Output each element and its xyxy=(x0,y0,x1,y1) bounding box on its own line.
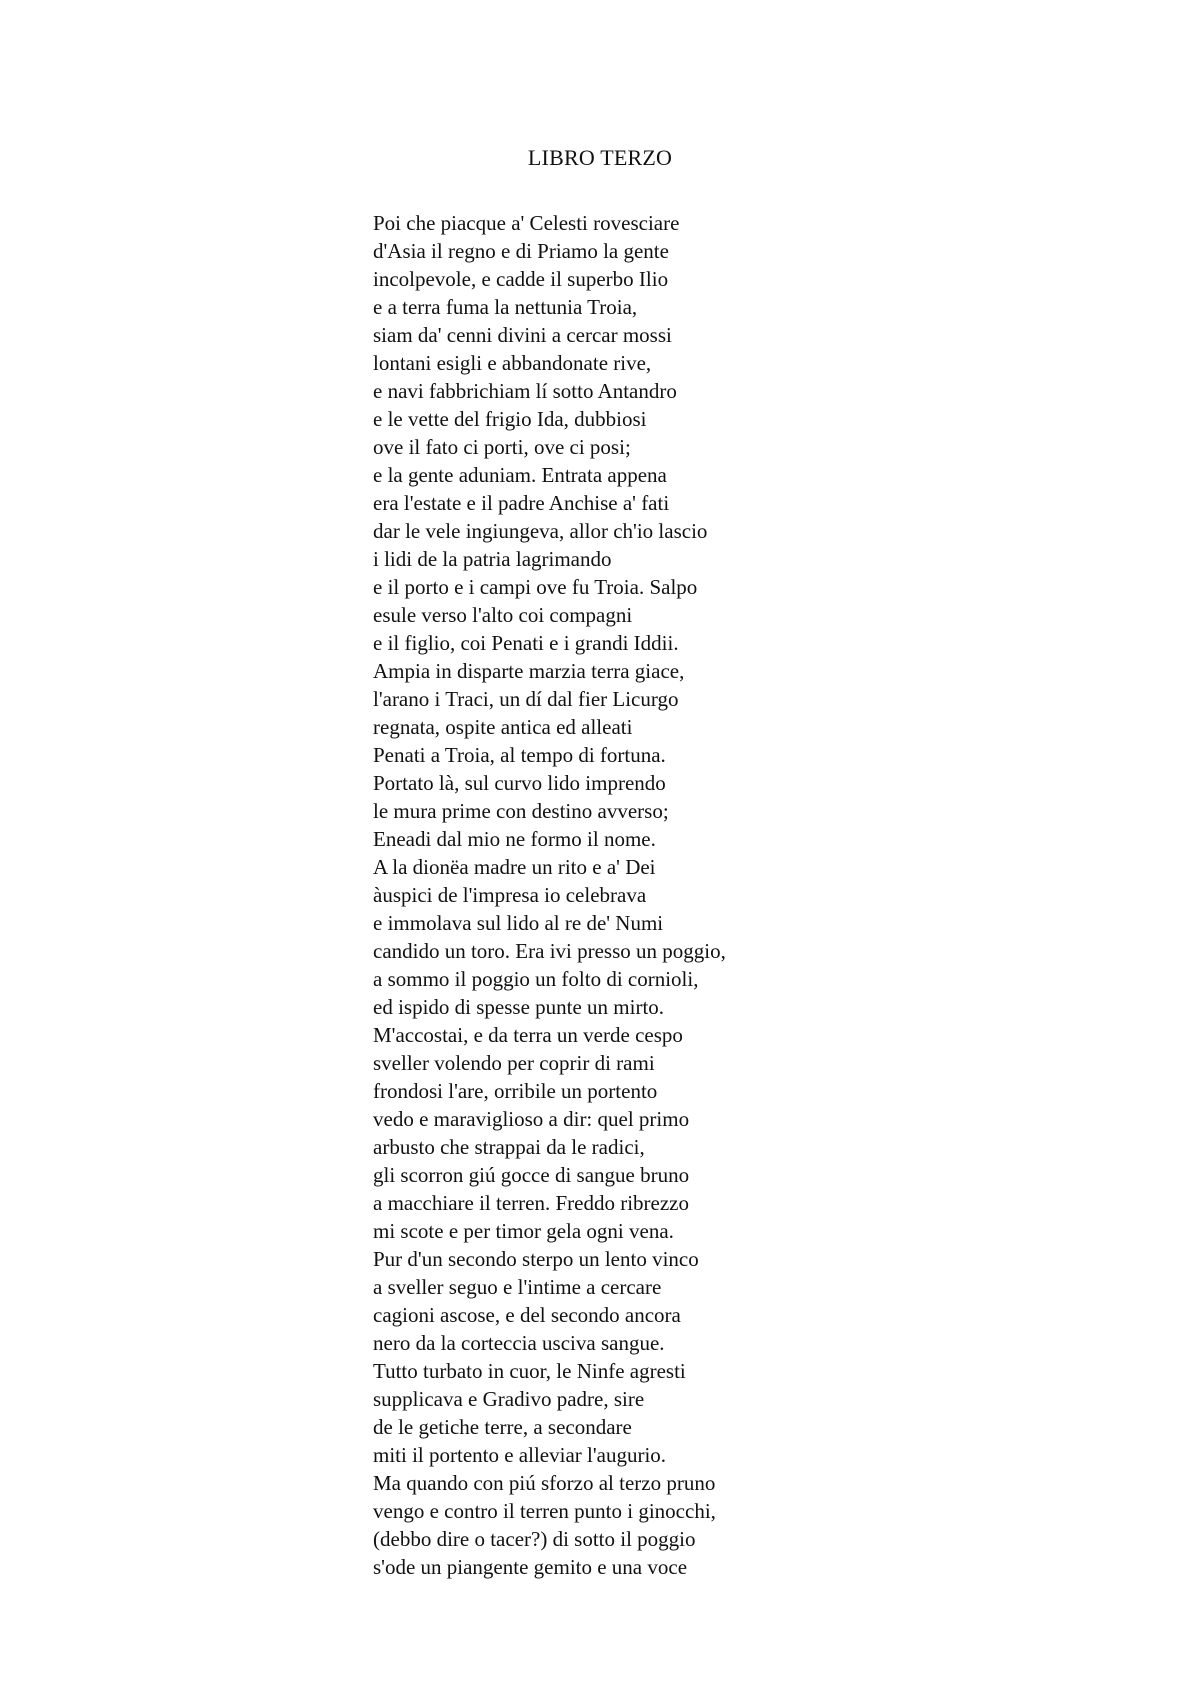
verse-line: de le getiche terre, a secondare xyxy=(373,1415,632,1439)
verse-line: Ampia in disparte marzia terra giace, xyxy=(373,659,685,683)
verse-line: d'Asia il regno e di Priamo la gente xyxy=(373,239,669,263)
verse-line: mi scote e per timor gela ogni vena. xyxy=(373,1219,674,1243)
verse-line: sveller volendo per coprir di rami xyxy=(373,1051,655,1075)
verse-line: supplicava e Gradivo padre, sire xyxy=(373,1387,645,1411)
verse-line: Eneadi dal mio ne formo il nome. xyxy=(373,827,656,851)
page-title: LIBRO TERZO xyxy=(527,145,673,170)
verse-line: a sveller seguo e l'intime a cercare xyxy=(373,1275,662,1299)
verse-line: e le vette del frigio Ida, dubbiosi xyxy=(373,407,647,431)
verse-line: esule verso l'alto coi compagni xyxy=(373,603,633,627)
verse-line: regnata, ospite antica ed alleati xyxy=(373,715,633,739)
verse-line: e immolava sul lido al re de' Numi xyxy=(373,911,664,935)
verse-line: dar le vele ingiungeva, allor ch'io lascio xyxy=(373,519,708,543)
verse-line: le mura prime con destino avverso; xyxy=(373,799,669,823)
verse-line: Tutto turbato in cuor, le Ninfe agresti xyxy=(373,1359,686,1383)
verse-line: Ma quando con piú sforzo al terzo pruno xyxy=(373,1471,716,1495)
verse-line: (debbo dire o tacer?) di sotto il poggio xyxy=(373,1527,696,1551)
verse-line: siam da' cenni divini a cercar mossi xyxy=(373,323,672,347)
verse-line: a sommo il poggio un folto di cornioli, xyxy=(373,967,699,991)
poem-text xyxy=(373,209,726,1581)
verse-line: ove il fato ci porti, ove ci posi; xyxy=(373,435,631,459)
verse-line: gli scorron giú gocce di sangue bruno xyxy=(373,1163,690,1187)
verse-line: e a terra fuma la nettunia Troia, xyxy=(373,295,638,319)
verse-line: e il porto e i campi ove fu Troia. Salpo xyxy=(373,575,698,599)
verse-line: s'ode un piangente gemito e una voce xyxy=(373,1555,688,1579)
verse-line: arbusto che strappai da le radici, xyxy=(373,1135,645,1159)
verse-line: Portato là, sul curvo lido imprendo xyxy=(373,771,666,795)
verse-line: era l'estate e il padre Anchise a' fati xyxy=(373,491,670,515)
verse-line: M'accostai, e da terra un verde cespo xyxy=(373,1023,683,1047)
verse-line: Penati a Troia, al tempo di fortuna. xyxy=(373,743,666,767)
verse-line: frondosi l'are, orribile un portento xyxy=(373,1079,658,1103)
verse-line: nero da la corteccia usciva sangue. xyxy=(373,1331,665,1355)
verse-line: vedo e maraviglioso a dir: quel primo xyxy=(373,1107,690,1131)
verse-line: cagioni ascose, e del secondo ancora xyxy=(373,1303,681,1327)
verse-line: A la dionëa madre un rito e a' Dei xyxy=(373,855,656,879)
verse-line: i lidi de la patria lagrimando xyxy=(373,547,612,571)
verse-line: Pur d'un secondo sterpo un lento vinco xyxy=(373,1247,699,1271)
verse-line: àuspici de l'impresa io celebrava xyxy=(373,883,647,907)
verse-line: incolpevole, e cadde il superbo Ilio xyxy=(373,267,669,291)
verse-line: e la gente aduniam. Entrata appena xyxy=(373,463,667,487)
verse-line: vengo e contro il terren punto i ginocchi, xyxy=(373,1499,716,1523)
verse-line: Poi che piacque a' Celesti rovesciare xyxy=(373,211,680,235)
verse-line: lontani esigli e abbandonate rive, xyxy=(373,351,652,375)
verse-line: ed ispido di spesse punte un mirto. xyxy=(373,995,665,1019)
verse-line: a macchiare il terren. Freddo ribrezzo xyxy=(373,1191,689,1215)
verse-line: e il figlio, coi Penati e i grandi Iddii. xyxy=(373,631,679,655)
verse-line: l'arano i Traci, un dí dal fier Licurgo xyxy=(373,687,679,711)
verse-line: e navi fabbrichiam lí sotto Antandro xyxy=(373,379,677,403)
verse-line: miti il portento e alleviar l'augurio. xyxy=(373,1443,667,1467)
verse-line: candido un toro. Era ivi presso un poggio, xyxy=(373,939,726,963)
